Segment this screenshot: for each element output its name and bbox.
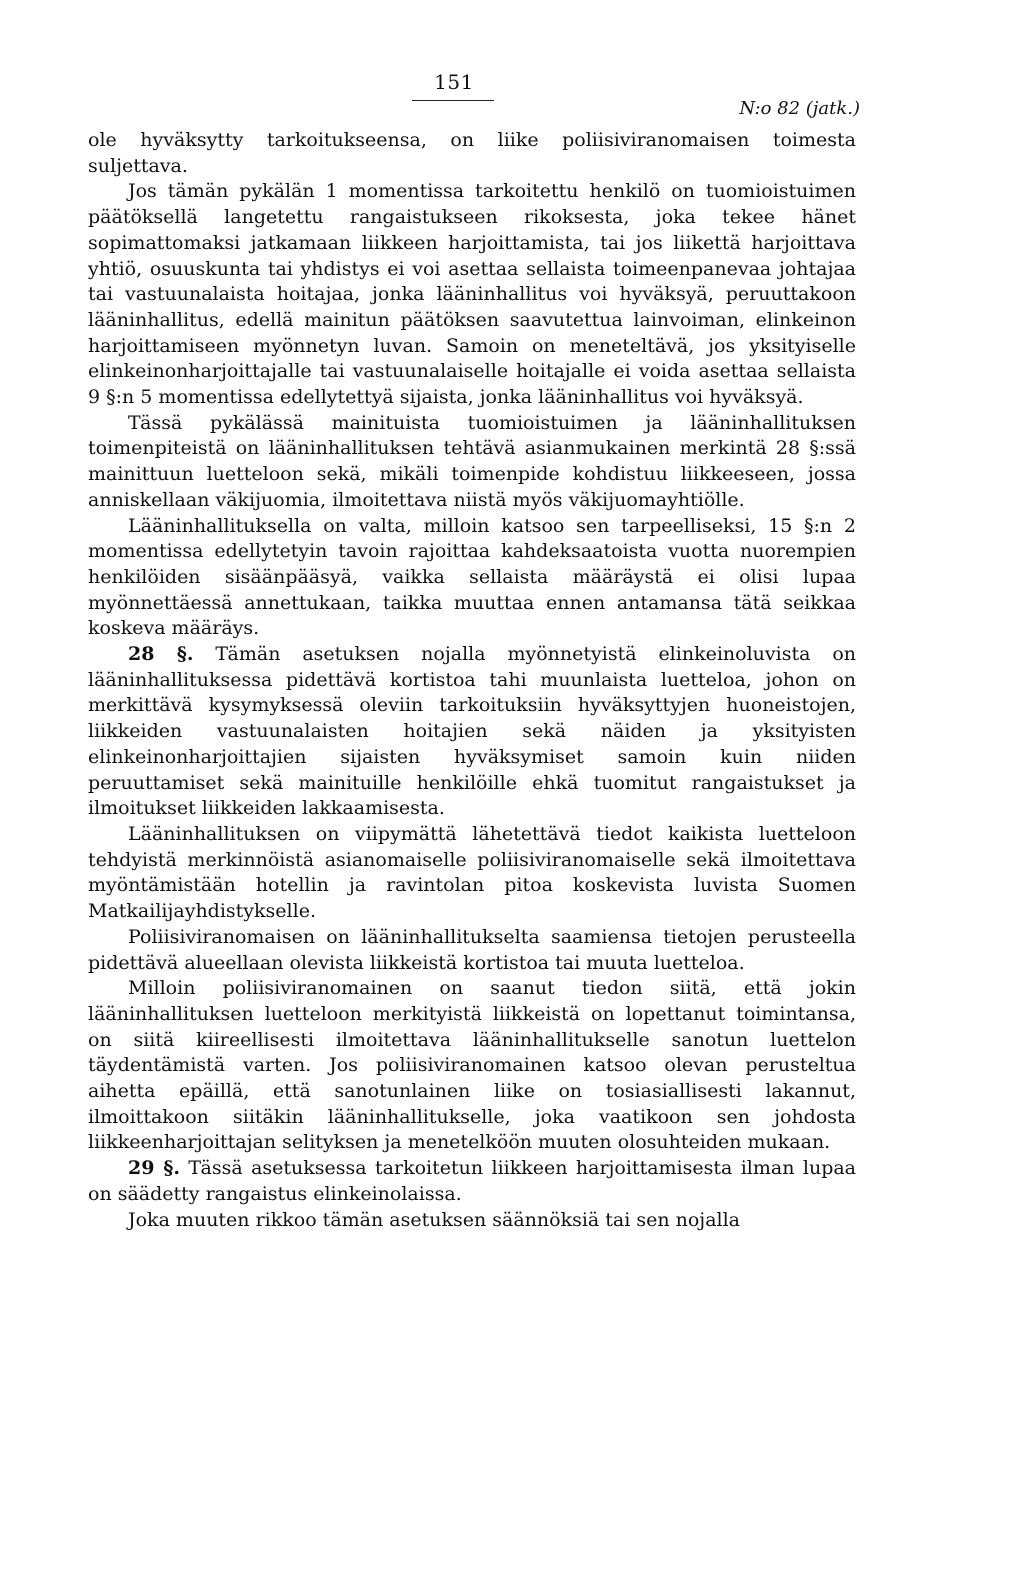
paragraph-text: ole hyväksytty tarkoitukseensa, on liike poliisiviranomaisen toimesta suljettava. bbox=[88, 129, 856, 177]
running-head: N:o 82 (jatk.) bbox=[739, 98, 860, 119]
page-number: 151 bbox=[434, 70, 474, 94]
section-number: 29 §. bbox=[128, 1157, 180, 1180]
paragraph bbox=[88, 411, 856, 514]
paragraph-text: Poliisiviranomaisen on lääninhallitukselta saamiensa tietojen perusteella pidettävä alueellaan olevista liikkeistä kortistoa tai muuta luetteloa. bbox=[88, 925, 856, 974]
section-number: 28 §. bbox=[128, 643, 194, 666]
section-paragraph bbox=[88, 1156, 856, 1207]
paragraph-text: Tässä asetuksessa tarkoitetun liikkeen harjoittamisesta ilman lupaa on säädetty rangaistus elinkeinolaissa. bbox=[88, 1157, 857, 1205]
page-number-rule bbox=[412, 100, 494, 101]
paragraph-continuation bbox=[88, 128, 856, 179]
paragraph bbox=[88, 179, 856, 410]
paragraph-text: Joka muuten rikkoo tämän asetuksen säännöksiä tai sen nojalla bbox=[128, 1208, 740, 1231]
paragraph-text: Lääninhallituksen on viipymättä lähetettävä tiedot kaikista luetteloon tehdyistä merkinnöistä asianomaiselle poliisiviranomaiselle sekä ilmoitettava myöntämistään hotellin ja ravintolan pitoa koskevista luvista Suomen Matkailijayhdistykselle. bbox=[88, 822, 856, 923]
paragraph-text: Lääninhallituksella on valta, milloin katsoo sen tarpeelliseksi, 15 §:n 2 momentissa edellytetyin tavoin rajoittaa kahdeksaatoista vuotta nuorempien henkilöiden sisäänpääsyä, vaikka sellaista määräystä ei olisi lupaa myönnettäessä annettukaan, taikka muuttaa ennen antamansa tätä seikkaa koskeva määräys. bbox=[88, 514, 856, 640]
paragraph-text: Milloin poliisiviranomainen on saanut tiedon siitä, että jokin lääninhallituksen luetteloon merkityistä liikkeistä on lopettanut toimintansa, on siitä kiireellisesti ilmoitettava lääninhallitukselle sanotun luettelon täydentämistä varten. Jos poliisiviranomainen katsoo olevan perusteltua aihetta epäillä, että sanotunlainen liike on tosiasiallisesti lakannut, ilmoittakoon siitäkin lääninhallitukselle, joka vaatikoon sen johdosta liikkeenharjoittajan selityksen ja menetelköön muuten olosuhteiden mukaan. bbox=[88, 977, 856, 1154]
paragraph bbox=[88, 976, 856, 1156]
paragraph bbox=[88, 822, 856, 925]
paragraph bbox=[88, 514, 856, 643]
paragraph-text: Tämän asetuksen nojalla myönnetyistä elinkeinoluvista on lääninhallituksessa pidettävä kortistoa tahi muunlaista luetteloa, johon on merkittävä kysymyksessä oleviin tarkoituksiin hyväksyttyjen huoneistojen, liikkeiden vastuunalaisten hoitajien sekä näiden ja yksityisten elinkeinonharjoittajien sijaisten hyväksymiset samoin kuin niiden peruuttamiset sekä mainituille henkilöille ehkä tuomitut rangaistukset ja ilmoitukset liikkeiden lakkaamisesta. bbox=[88, 643, 857, 820]
paragraph-text: Jos tämän pykälän 1 momentissa tarkoitettu henkilö on tuomioistuimen päätöksellä langetettu rangaistukseen rikoksesta, joka tekee hänet sopimattomaksi jatkamaan liikkeen harjoittamista, tai jos liikettä harjoittava yhtiö, osuuskunta tai yhdistys ei voi asettaa sellaista toimeenpanevaa johtajaa tai vastuunalaista hoitajaa, jonka lääninhallitus voi hyväksyä, peruuttakoon lääninhallitus, edellä mainitun päätöksen saavutettua lainvoiman, elinkeinon harjoittamiseen myönnetyn luvan. Samoin on meneteltävä, jos yksityiselle elinkeinonharjoittajalle tai vastuunalaiselle hoitajalle ei voida asettaa sellaista 9 §:n 5 momentissa edellytettyä sijaista, jonka lääninhallitus voi hyväksyä. bbox=[88, 180, 856, 409]
section-paragraph bbox=[88, 642, 856, 822]
body-text bbox=[88, 128, 856, 1233]
paragraph-text: Tässä pykälässä mainituista tuomioistuimen ja lääninhallituksen toimenpiteistä on lääninhallituksen tehtävä asianmukainen merkintä 28 §:ssä mainittuun luetteloon sekä, mikäli toimenpide kohdistuu liikkeeseen, jossa anniskellaan väkijuomia, ilmoitettava niistä myös väkijuomayhtiölle. bbox=[88, 411, 856, 511]
paragraph bbox=[88, 925, 856, 976]
paragraph bbox=[88, 1208, 856, 1234]
